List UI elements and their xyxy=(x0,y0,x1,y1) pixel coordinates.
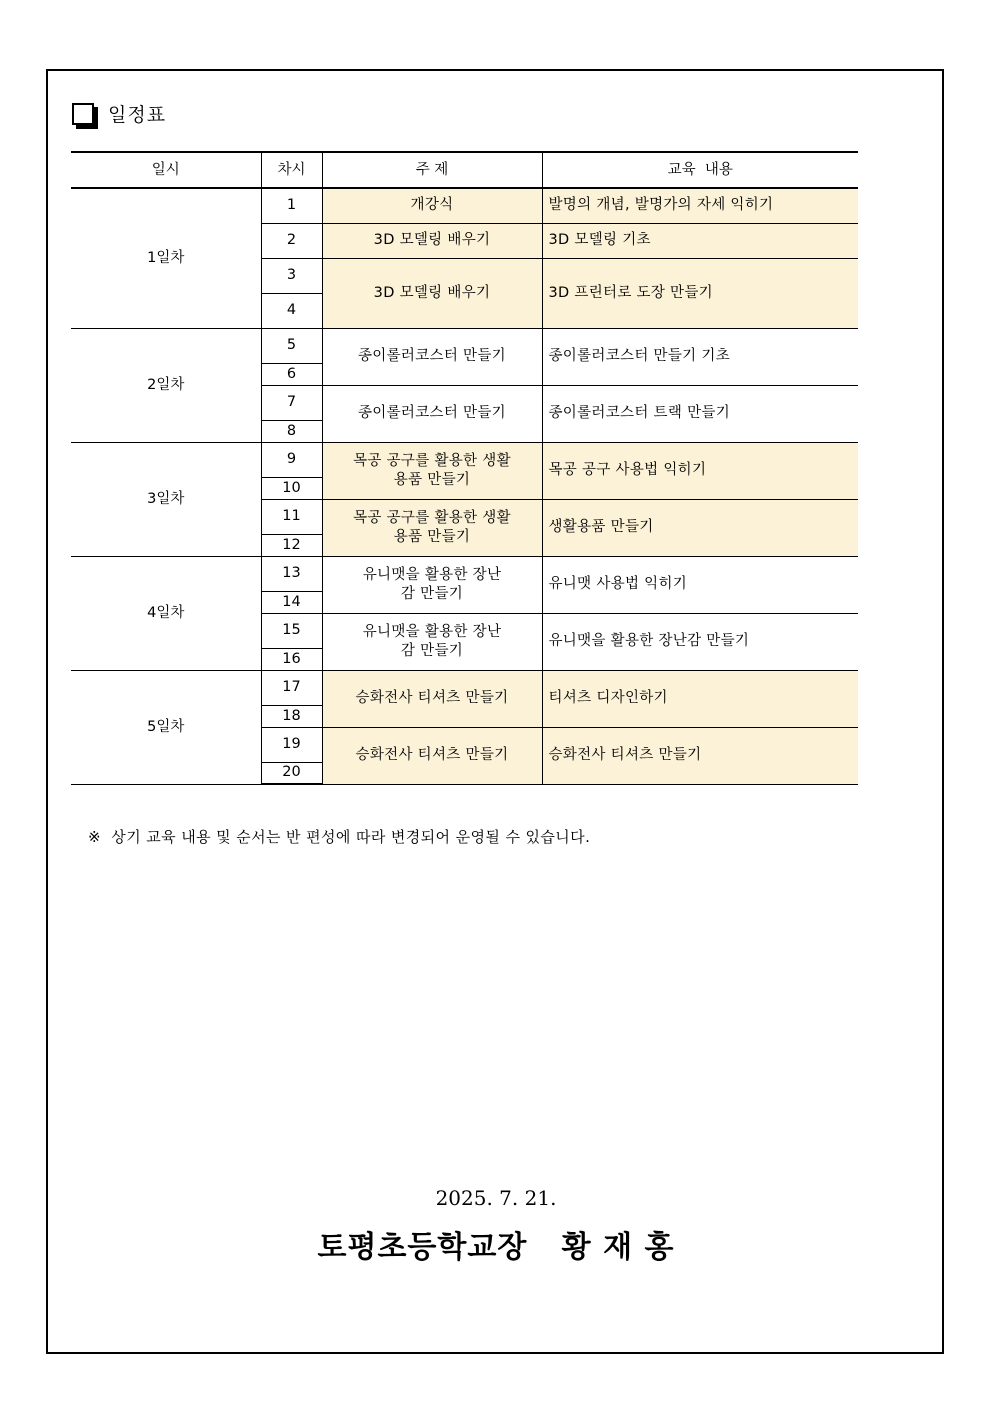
session-cell: 10 xyxy=(261,477,322,499)
session-cell: 18 xyxy=(261,705,322,727)
day-cell: 3일차 xyxy=(71,442,261,556)
topic-cell: 목공 공구를 활용한 생활용품 만들기 xyxy=(322,442,542,499)
session-cell: 12 xyxy=(261,534,322,556)
day-cell: 5일차 xyxy=(71,670,261,784)
day-cell: 1일차 xyxy=(71,188,261,328)
header-content: 교육 내용 xyxy=(542,152,858,188)
session-cell: 8 xyxy=(261,420,322,442)
content-cell: 승화전사 티셔츠 만들기 xyxy=(542,727,858,784)
topic-cell: 종이롤러코스터 만들기 xyxy=(322,328,542,385)
topic-cell: 3D 모델링 배우기 xyxy=(322,223,542,258)
schedule-table xyxy=(71,151,858,785)
content-cell: 종이롤러코스터 트랙 만들기 xyxy=(542,385,858,442)
topic-cell: 3D 모델링 배우기 xyxy=(322,258,542,328)
session-cell: 13 xyxy=(261,556,322,591)
content-cell: 티셔츠 디자인하기 xyxy=(542,670,858,727)
topic-cell: 개강식 xyxy=(322,188,542,223)
session-cell: 14 xyxy=(261,591,322,613)
content-cell: 유니맷 사용법 익히기 xyxy=(542,556,858,613)
topic-cell: 유니맷을 활용한 장난감 만들기 xyxy=(322,556,542,613)
table-row xyxy=(71,556,858,591)
session-cell: 17 xyxy=(261,670,322,705)
topic-cell: 승화전사 티셔츠 만들기 xyxy=(322,670,542,727)
header-day: 일시 xyxy=(71,152,261,188)
session-cell: 4 xyxy=(261,293,322,328)
content-cell: 종이롤러코스터 만들기 기초 xyxy=(542,328,858,385)
content-cell: 발명의 개념, 발명가의 자세 익히기 xyxy=(542,188,858,223)
session-cell: 6 xyxy=(261,363,322,385)
session-cell: 19 xyxy=(261,727,322,762)
header-session: 차시 xyxy=(261,152,322,188)
session-cell: 15 xyxy=(261,613,322,648)
content-cell: 생활용품 만들기 xyxy=(542,499,858,556)
session-cell: 2 xyxy=(261,223,322,258)
session-cell: 7 xyxy=(261,385,322,420)
table-row xyxy=(71,442,858,477)
topic-cell: 승화전사 티셔츠 만들기 xyxy=(322,727,542,784)
content-cell: 3D 모델링 기초 xyxy=(542,223,858,258)
section-title: 일정표 xyxy=(108,104,167,126)
square-bullet-icon xyxy=(72,103,94,125)
session-cell: 16 xyxy=(261,648,322,670)
session-cell: 20 xyxy=(261,762,322,784)
topic-cell: 종이롤러코스터 만들기 xyxy=(322,385,542,442)
day-cell: 2일차 xyxy=(71,328,261,442)
principal-signature: 토평초등학교장 황 재 홍 xyxy=(317,1230,675,1265)
topic-cell: 유니맷을 활용한 장난감 만들기 xyxy=(322,613,542,670)
session-cell: 3 xyxy=(261,258,322,293)
table-header-row xyxy=(71,152,858,188)
content-cell: 유니맷을 활용한 장난감 만들기 xyxy=(542,613,858,670)
content-cell: 목공 공구 사용법 익히기 xyxy=(542,442,858,499)
session-cell: 11 xyxy=(261,499,322,534)
table-row xyxy=(71,188,858,223)
table-row xyxy=(71,328,858,363)
section-heading xyxy=(72,100,166,127)
table-row xyxy=(71,670,858,705)
content-cell: 3D 프린터로 도장 만들기 xyxy=(542,258,858,328)
session-cell: 5 xyxy=(261,328,322,363)
schedule-note: ※ 상기 교육 내용 및 순서는 반 편성에 따라 변경되어 운영될 수 있습니다. xyxy=(88,828,591,846)
day-cell: 4일차 xyxy=(71,556,261,670)
session-cell: 1 xyxy=(261,188,322,223)
session-cell: 9 xyxy=(261,442,322,477)
document-date: 2025. 7. 21. xyxy=(435,1186,557,1210)
topic-cell: 목공 공구를 활용한 생활용품 만들기 xyxy=(322,499,542,556)
header-topic: 주 제 xyxy=(322,152,542,188)
